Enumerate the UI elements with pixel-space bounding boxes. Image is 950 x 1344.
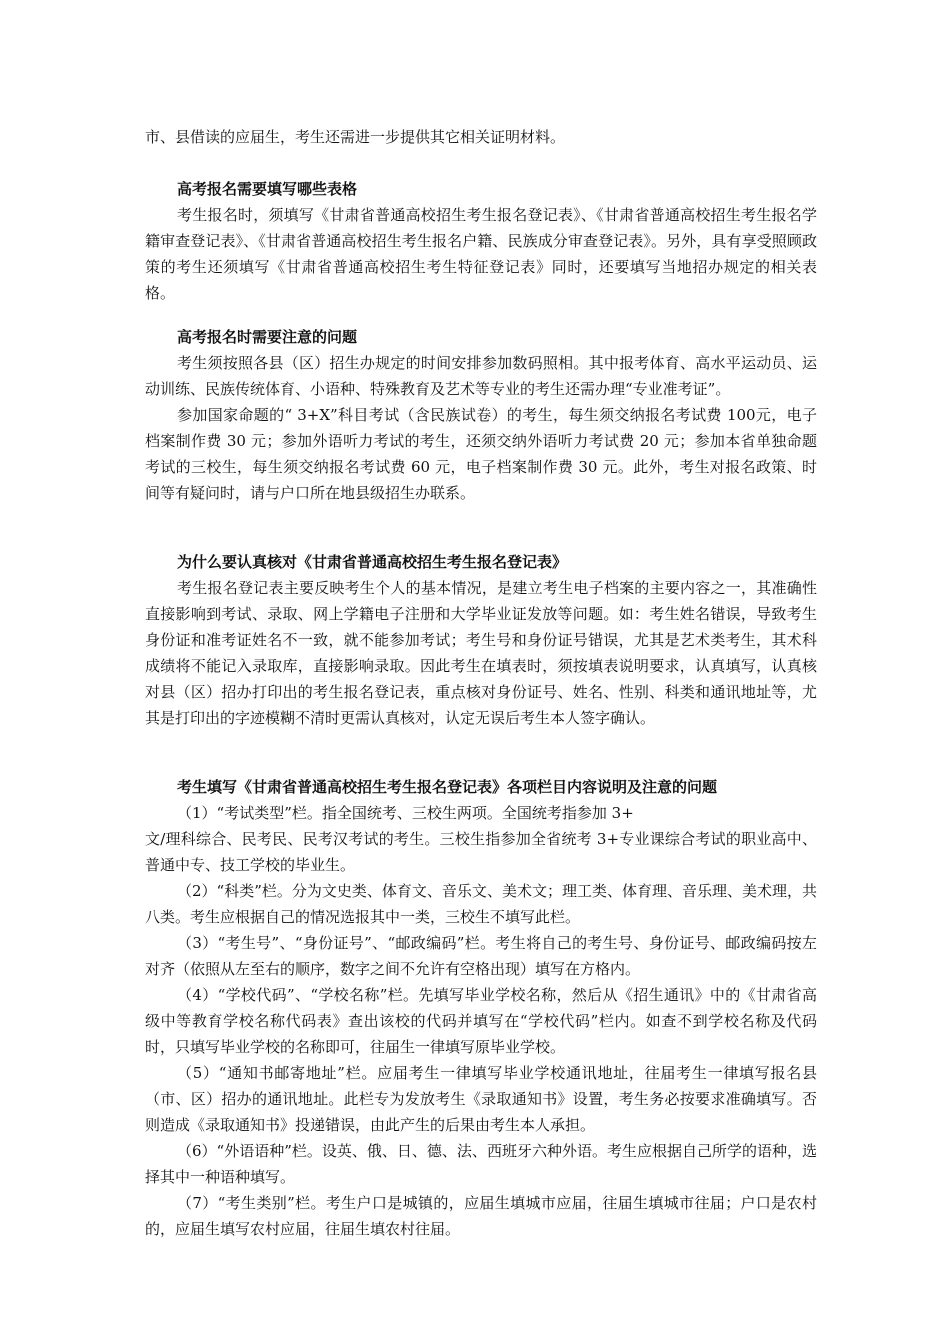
paragraph: 考生报名时，须填写《甘肃省普通高校招生考生报名登记表》、《甘肃省普通高校招生考生报名学籍审查登记表》、《甘肃省普通高校招生考生报名户籍、民族成分审查登记表》。另外，具有享受照顾政策的考生还须填写《甘肃省普通高校招生考生特征登记表》同时，还要填写当地招办规定的相关表格。: [145, 206, 817, 302]
paragraph: （6）“外语语种”栏。设英、俄、日、德、法、西班牙六种外语。考生应根据自己所学的语种，选择其中一种语种填写。: [145, 1142, 817, 1186]
section-heading: 考生填写《甘肃省普通高校招生考生报名登记表》各项栏目内容说明及注意的问题: [177, 778, 718, 796]
paragraph: （3）“考生号”、“身份证号”、“邮政编码”栏。考生将自己的考生号、身份证号、邮政编码按左对齐（依照从左至右的顺序，数字之间不允许有空格出现）填写在方格内。: [145, 934, 817, 978]
section-heading: 高考报名时需要注意的问题: [177, 328, 358, 346]
section-notes: [145, 324, 817, 506]
paragraph: （1）“考试类型”栏。指全国统考、三校生两项。全国统考指参加 3+: [177, 804, 634, 822]
paragraph: 文/理科综合、民考民、民考汉考试的考生。三校生指参加全省统考 3+专业课综合考试的职业高中、普通中专、技工学校的毕业生。: [145, 830, 817, 874]
paragraph: 考生报名登记表主要反映考生个人的基本情况，是建立考生电子档案的主要内容之一，其准确性直接影响到考试、录取、网上学籍电子注册和大学毕业证发放等问题。如：考生姓名错误，导致考生身份证和准考证姓名不一致，就不能参加考试；考生号和身份证号错误，尤其是艺术类考生，其术科成绩将不能记入录取库，直接影响录取。因此考生在填表时，须按填表说明要求，认真填写，认真核对县（区）招办打印出的考生报名登记表，重点核对身份证号、姓名、性别、科类和通讯地址等，尤其是打印出的字迹模糊不清时更需认真核对，认定无误后考生本人签字确认。: [145, 579, 817, 727]
section-heading: 高考报名需要填写哪些表格: [177, 180, 358, 198]
section-heading: 为什么要认真核对《甘肃省普通高校招生考生报名登记表》: [177, 553, 568, 571]
intro-line: 市、县借读的应届生，考生还需进一步提供其它相关证明材料。: [145, 128, 566, 146]
intro-block: [145, 124, 817, 150]
paragraph: 参加国家命题的“ 3+X”科目考试（含民族试卷）的考生，每生须交纳报名考试费 100元，电子档案制作费 30 元；参加外语听力考试的考生，还须交纳外语听力考试费 20 元；参加本省单独命题考试的三校生，每生须交纳报名考试费 60 元，电子档案制作费 30 元。此外，考生对报名政策、时间等有疑问时，请与户口所在地县级招生办联系。: [145, 406, 817, 502]
paragraph: （2）“科类”栏。分为文史类、体育文、音乐文、美术文；理工类、体育理、音乐理、美术理，共八类。考生应根据自己的情况选报其中一类，三校生不填写此栏。: [145, 882, 817, 926]
section-tables: [145, 176, 817, 306]
paragraph: （7）“考生类别”栏。考生户口是城镇的，应届生填城市应届，往届生填城市往届；户口是农村的，应届生填写农村应届，往届生填农村往届。: [145, 1194, 817, 1238]
paragraph: （5）“通知书邮寄地址”栏。应届考生一律填写毕业学校通讯地址，往届考生一律填写报名县（市、区）招办的通讯地址。此栏专为发放考生《录取通知书》设置，考生务必按要求准确填写。否则造成《录取通知书》投递错误，由此产生的后果由考生本人承担。: [145, 1064, 817, 1134]
paragraph: 考生须按照各县（区）招生办规定的时间安排参加数码照相。其中报考体育、高水平运动员、运动训练、民族传统体育、小语种、特殊教育及艺术等专业的考生还需办理“专业准考证”。: [145, 354, 817, 398]
paragraph: （4）“学校代码”、“学校名称”栏。先填写毕业学校名称，然后从《招生通讯》中的《甘肃省高级中等教育学校名称代码表》查出该校的代码并填写在“学校代码”栏内。如查不到学校名称及代码时，只填写毕业学校的名称即可，往届生一律填写原毕业学校。: [145, 986, 817, 1056]
section-form-fields: [145, 774, 817, 1242]
section-verify-form: [145, 549, 817, 731]
